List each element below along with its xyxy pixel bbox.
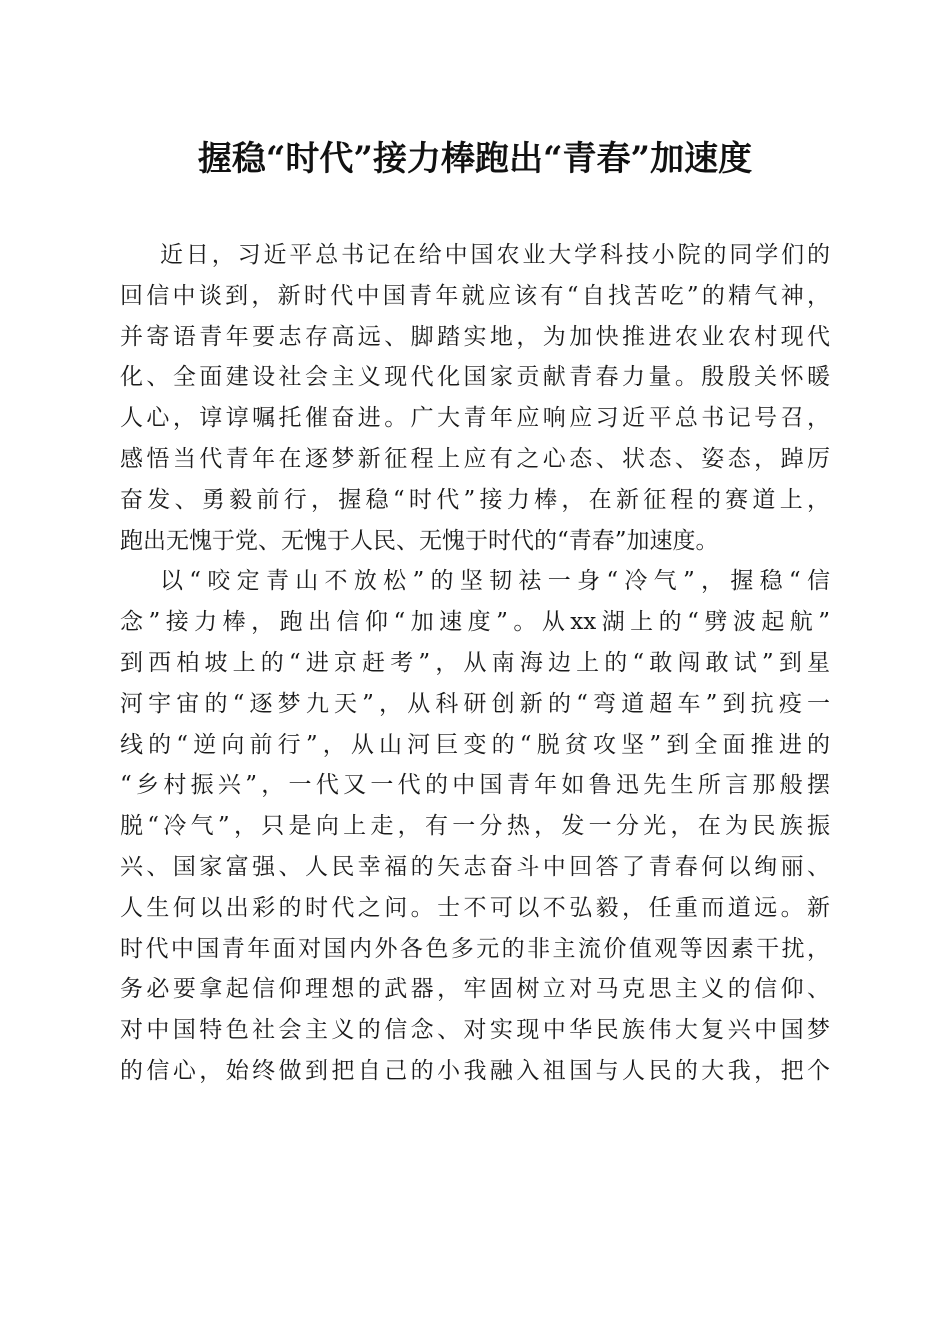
paragraph-line: 化、全面建设社会主义现代化国家贡献青春力量。殷殷关怀暖 bbox=[120, 364, 830, 391]
paragraph-line: 近日，习近平总书记在给中国农业大学科技小院的同学们的 bbox=[160, 242, 830, 268]
paragraph-1 bbox=[120, 235, 830, 561]
paragraph-line: 念”接力棒，跑出信仰“加速度”。从xx湖上的“劈波起航” bbox=[120, 609, 830, 636]
paragraph-line: 人心，谆谆嘱托催奋进。广大青年应响应习近平总书记号召， bbox=[120, 405, 830, 432]
paragraph-line: 对中国特色社会主义的信念、对实现中华民族伟大复兴中国梦 bbox=[120, 1017, 830, 1044]
paragraph-line: 兴、国家富强、人民幸福的矢志奋斗中回答了青春何以绚丽、 bbox=[120, 853, 830, 880]
paragraph-line: 时代中国青年面对国内外各色多元的非主流价值观等因素干扰， bbox=[120, 935, 830, 962]
paragraph-line: 跑出无愧于党、无愧于人民、无愧于时代的“青春”加速度。 bbox=[120, 527, 719, 554]
paragraph-line: 到西柏坡上的“进京赶考”，从南海边上的“敢闯敢试”到星 bbox=[120, 649, 830, 676]
paragraph-line: 奋发、勇毅前行，握稳“时代”接力棒，在新征程的赛道上， bbox=[120, 486, 830, 513]
paragraph-line: 感悟当代青年在逐梦新征程上应有之心态、状态、姿态，踔厉 bbox=[120, 445, 830, 472]
paragraph-line: 人生何以出彩的时代之问。士不可以不弘毅，任重而道远。新 bbox=[120, 894, 830, 921]
paragraph-line: 并寄语青年要志存高远、脚踏实地，为加快推进农业农村现代 bbox=[120, 323, 830, 350]
document-body bbox=[120, 235, 830, 1092]
paragraph-line: “乡村振兴”，一代又一代的中国青年如鲁迅先生所言那般摆 bbox=[120, 772, 830, 799]
paragraph-line: 河宇宙的“逐梦九天”，从科研创新的“弯道超车”到抗疫一 bbox=[120, 690, 830, 717]
paragraph-line: 回信中谈到，新时代中国青年就应该有“自找苦吃”的精气神， bbox=[120, 282, 830, 309]
paragraph-line: 的信心，始终做到把自己的小我融入祖国与人民的大我，把个 bbox=[120, 1057, 830, 1084]
paragraph-2 bbox=[120, 561, 830, 1091]
paragraph-line: 务必要拿起信仰理想的武器，牢固树立对马克思主义的信仰、 bbox=[120, 976, 830, 1003]
paragraph-line: 线的“逆向前行”，从山河巨变的“脱贫攻坚”到全面推进的 bbox=[120, 731, 830, 758]
document-title: 握稳“时代”接力棒跑出“青春”加速度 bbox=[197, 139, 753, 179]
paragraph-line: 脱“冷气”，只是向上走，有一分热，发一分光，在为民族振 bbox=[120, 813, 830, 840]
paragraph-line: 以“咬定青山不放松”的坚韧祛一身“冷气”，握稳“信 bbox=[160, 568, 830, 595]
